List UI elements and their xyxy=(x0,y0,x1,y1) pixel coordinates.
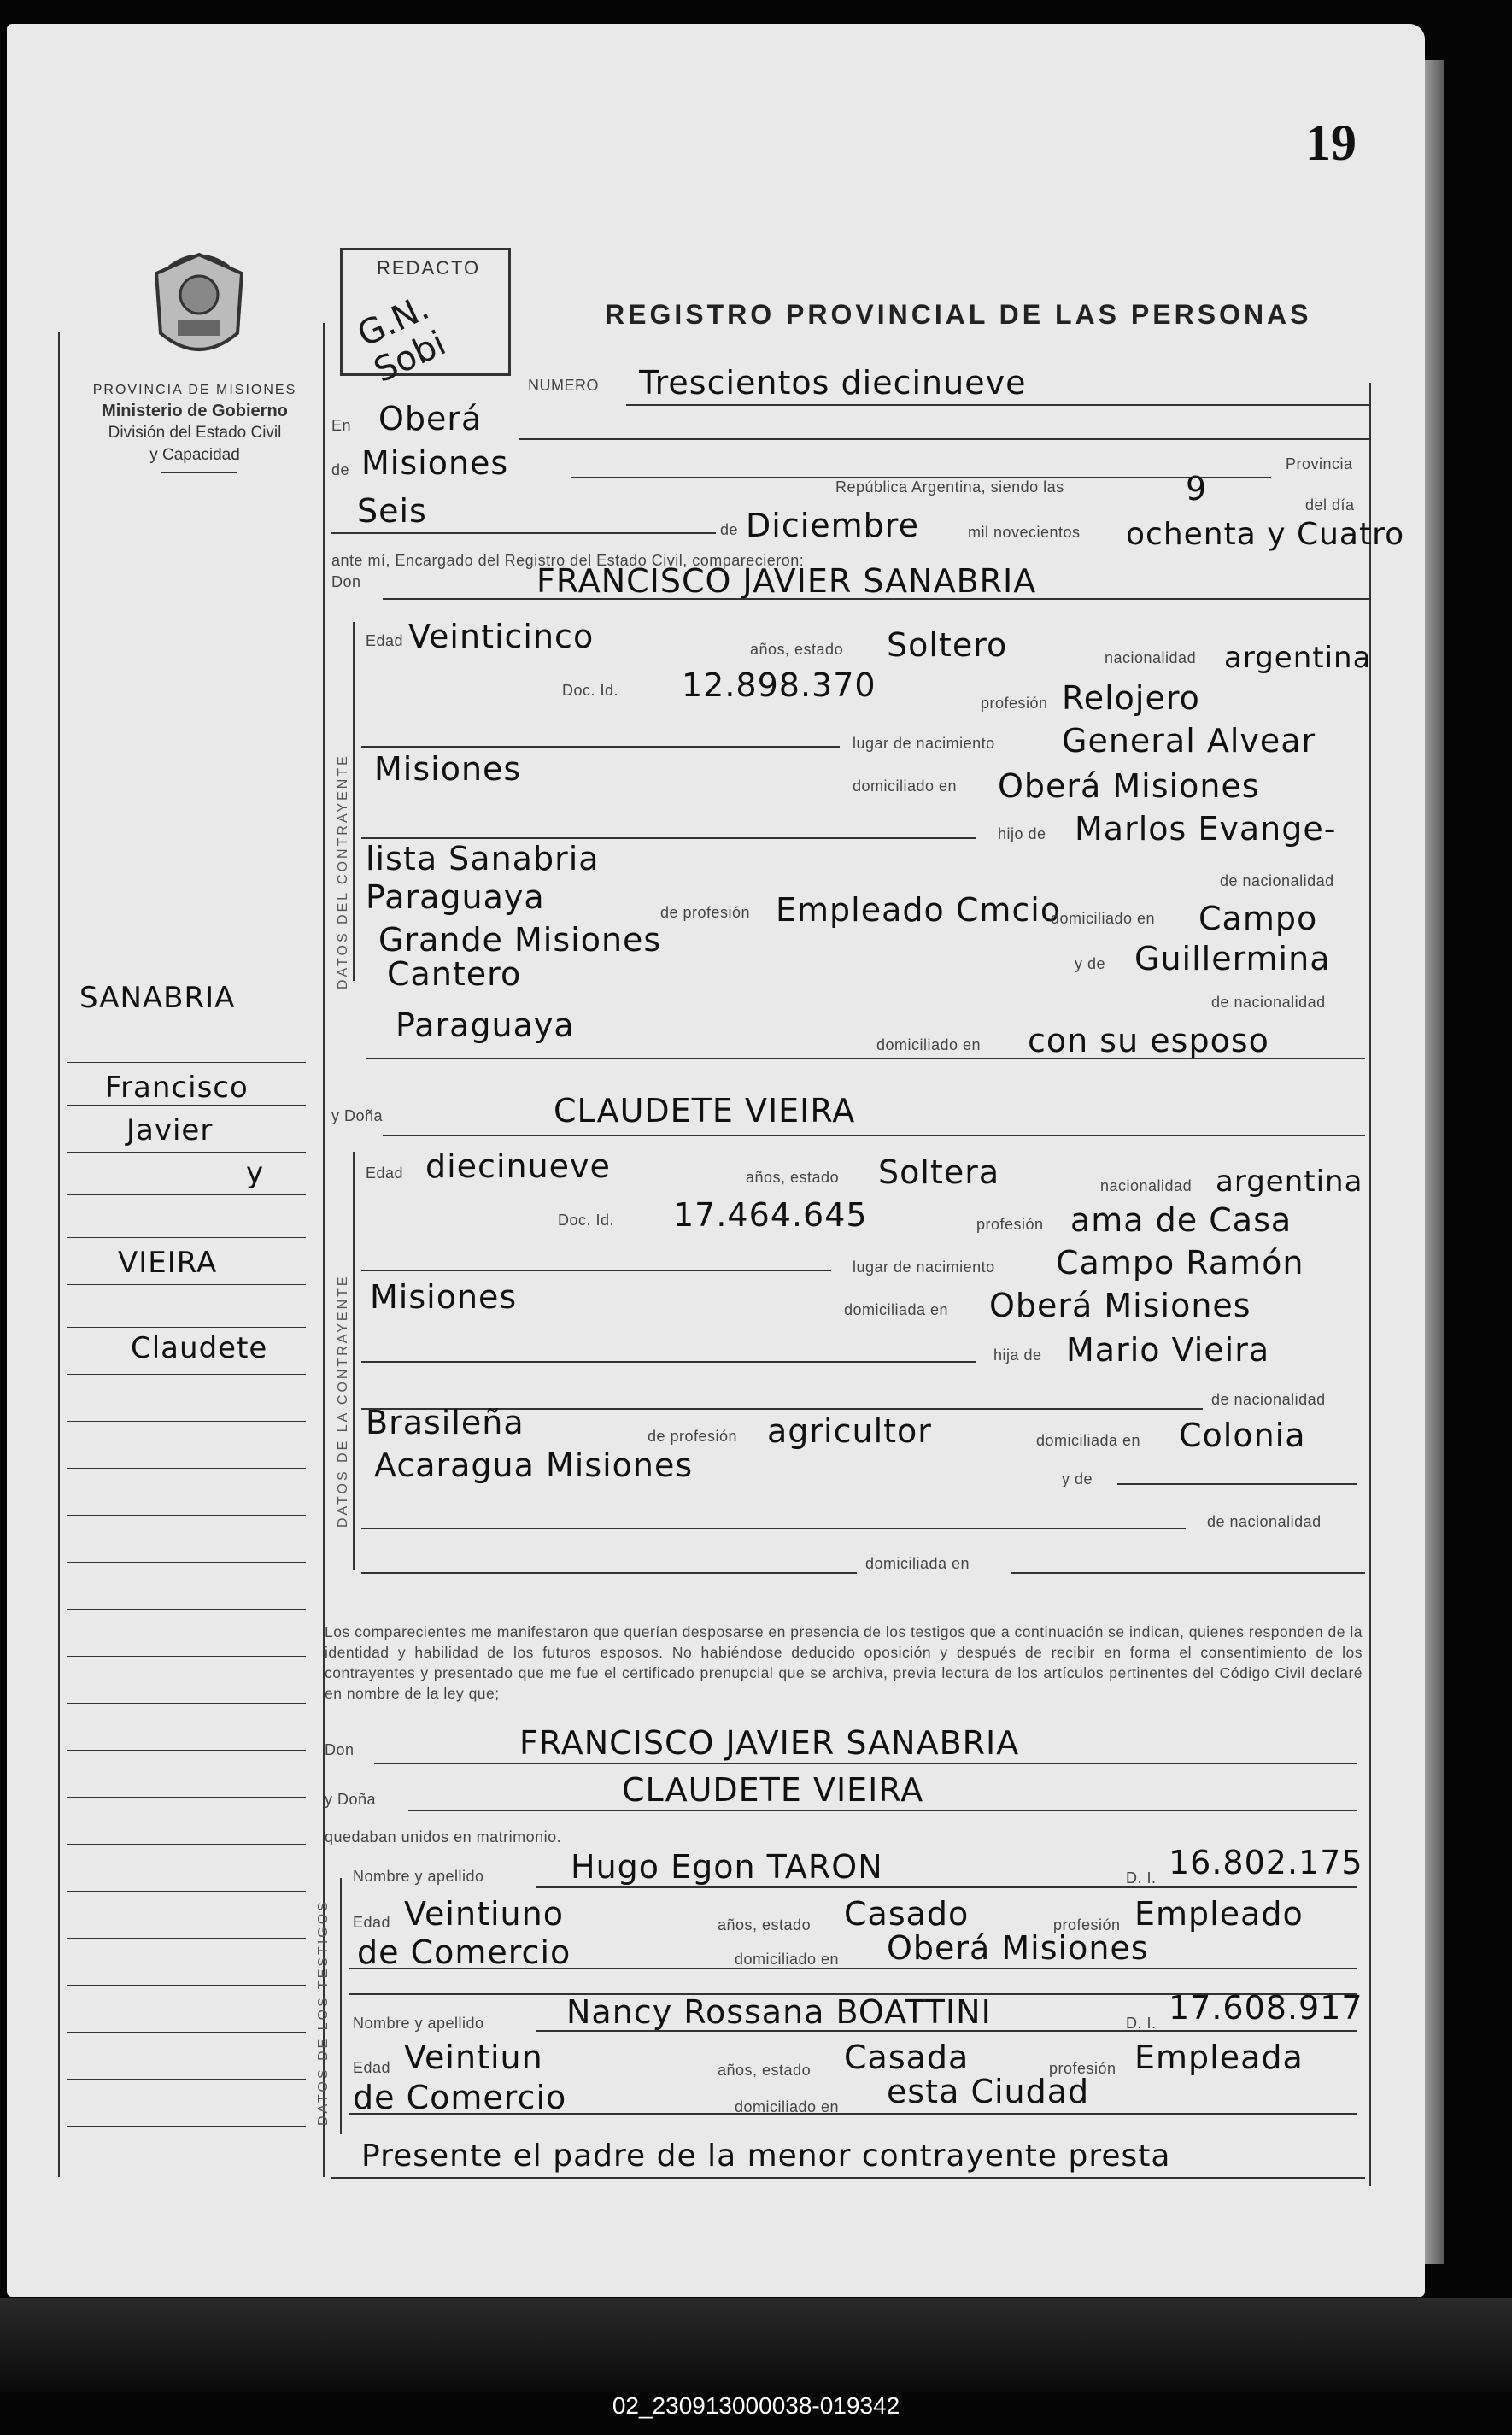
w1-doc: 16.802.175 xyxy=(1169,1844,1363,1881)
rule xyxy=(366,1058,1365,1059)
rule xyxy=(536,1886,1357,1888)
rule xyxy=(361,1528,1186,1529)
bride-lugar-nac-label: lugar de nacimiento xyxy=(853,1259,995,1276)
scan-identifier: 02_230913000038-019342 xyxy=(612,2392,900,2419)
groom-mother-dom-label: domiciliado en xyxy=(876,1036,982,1053)
groom-lugar-nac-2: Misiones xyxy=(374,750,522,788)
w2-edad: Veintiun xyxy=(404,2039,543,2076)
margin-rule xyxy=(67,1327,306,1328)
hour: 9 xyxy=(1186,470,1208,508)
margin-rule xyxy=(67,1891,306,1892)
groom-mother: Guillermina xyxy=(1134,940,1331,977)
margin-rule xyxy=(67,1515,306,1516)
bride-doc-label: Doc. Id. xyxy=(558,1212,615,1229)
groom-father-prof-label: de profesión xyxy=(660,904,751,921)
w2-name: Nancy Rossana BOATTINI xyxy=(566,1993,992,2031)
w1-profesion: Empleado xyxy=(1134,1895,1304,1933)
w1-edad: Veintiuno xyxy=(404,1895,564,1933)
rule xyxy=(383,1135,1365,1136)
w2-profesion-label: profesión xyxy=(1049,2060,1116,2077)
margin-groom-given-2: Javier xyxy=(126,1113,214,1147)
city: Oberá xyxy=(378,400,483,437)
decl-groom: FRANCISCO JAVIER SANABRIA xyxy=(519,1724,1020,1762)
groom-lugar-nac-label: lugar de nacimiento xyxy=(853,735,995,752)
numero-label: NUMERO xyxy=(528,377,599,394)
dona-label: y Doña xyxy=(331,1107,384,1124)
rule xyxy=(626,404,1369,406)
bride-father-nac: Brasileña xyxy=(366,1404,525,1441)
margin-rule xyxy=(67,1105,306,1106)
rule xyxy=(349,2113,1357,2115)
registry-title: REGISTRO PROVINCIAL DE LAS PERSONAS xyxy=(605,299,1312,330)
bride-father-nac-label: de nacionalidad xyxy=(1211,1391,1326,1408)
groom-father-prof: Empleado Cmcio xyxy=(776,891,1062,929)
groom-father-dom-2: Grande Misiones xyxy=(378,921,662,959)
margin-groom-given-1: Francisco xyxy=(105,1071,249,1105)
margin-rule xyxy=(67,2032,306,2033)
margin-rule xyxy=(67,1562,306,1563)
rule xyxy=(1011,1572,1365,1574)
w1-profesion-2: de Comercio xyxy=(357,1933,571,1971)
groom-mother-2: Cantero xyxy=(387,955,522,993)
margin-rule xyxy=(67,1844,306,1845)
decl-don-label: Don xyxy=(325,1741,355,1758)
w1-domicilio: Oberá Misiones xyxy=(887,1929,1149,1967)
page-bottom-shadow xyxy=(0,2298,1512,2392)
bride-y-de-label: y de xyxy=(1062,1470,1093,1487)
year: ochenta y Cuatro xyxy=(1126,517,1405,552)
bride-mother-dom-label: domiciliada en xyxy=(865,1555,970,1572)
rule xyxy=(536,2030,1357,2032)
month: Diciembre xyxy=(746,507,919,544)
rule xyxy=(519,438,1369,440)
provincial-seal-icon xyxy=(144,248,255,367)
groom-father: Marlos Evange- xyxy=(1075,810,1337,848)
groom-estado: Soltero xyxy=(887,626,1008,664)
rule xyxy=(331,2177,1365,2179)
bride-domicilio: Oberá Misiones xyxy=(989,1287,1251,1324)
rule xyxy=(361,1361,976,1363)
groom-doc-label: Doc. Id. xyxy=(562,682,619,699)
groom-nacionalidad-label: nacionalidad xyxy=(1105,649,1197,666)
division-heading: División del Estado Civil xyxy=(108,424,282,442)
rule xyxy=(331,532,716,534)
w1-domiciliado-label: domiciliado en xyxy=(735,1951,840,1968)
rule xyxy=(361,1572,857,1574)
record-page xyxy=(7,24,1425,2297)
act-number: Trescientos diecinueve xyxy=(639,364,1027,402)
province: Misiones xyxy=(361,444,509,482)
groom-profesion-label: profesión xyxy=(981,695,1048,712)
groom-section-label: DATOS DEL CONTRAYENTE xyxy=(336,754,350,989)
margin-rule xyxy=(67,1938,306,1939)
margin-rule xyxy=(67,1609,306,1610)
capacity-heading: y Capacidad xyxy=(149,446,240,464)
w2-nombre-label: Nombre y apellido xyxy=(353,2015,484,2032)
province-heading: PROVINCIA DE MISIONES xyxy=(92,383,297,397)
page-number: 19 xyxy=(1305,114,1357,171)
w1-nombre-label: Nombre y apellido xyxy=(353,1868,484,1885)
decl-closing: quedaban unidos en matrimonio. xyxy=(325,1828,562,1845)
margin-conjunction: y xyxy=(246,1156,265,1190)
bride-profesion-label: profesión xyxy=(976,1216,1044,1233)
groom-domicilio: Oberá Misiones xyxy=(998,767,1260,805)
bride-profesion: ama de Casa xyxy=(1070,1201,1292,1239)
rule xyxy=(361,746,840,748)
bride-section-label: DATOS DE LA CONTRAYENTE xyxy=(336,1274,350,1528)
rule xyxy=(361,837,976,839)
margin-rule xyxy=(67,1421,306,1422)
groom-section-rule xyxy=(353,622,355,981)
rule xyxy=(374,1763,1357,1764)
groom-nacionalidad: argentina xyxy=(1224,641,1372,675)
w1-profesion-label: profesión xyxy=(1053,1916,1121,1933)
del-dia-label: del día xyxy=(1305,496,1355,513)
rule xyxy=(349,1968,1357,1969)
margin-rule xyxy=(67,1194,306,1195)
w2-domicilio: esta Ciudad xyxy=(887,2073,1090,2110)
decl-bride: CLAUDETE VIEIRA xyxy=(622,1771,924,1809)
groom-domiciliado-label: domiciliado en xyxy=(853,777,958,795)
bride-father-dom: Colonia xyxy=(1179,1417,1306,1454)
w1-edad-label: Edad xyxy=(353,1914,391,1931)
witness-section-rule xyxy=(340,1878,342,2134)
margin-rule xyxy=(67,1062,306,1063)
w2-doc: 17.608.917 xyxy=(1169,1989,1363,2027)
margin-rule xyxy=(67,1750,306,1751)
margin-rule xyxy=(67,2126,306,2127)
margin-bride-given: Claudete xyxy=(131,1331,268,1365)
groom-y-de-label: y de xyxy=(1075,955,1106,972)
bride-estado-label: años, estado xyxy=(746,1169,840,1186)
ministry-heading: Ministerio de Gobierno xyxy=(102,402,288,420)
bride-father-dom-label: domiciliada en xyxy=(1036,1432,1141,1449)
bride-father-prof: agricultor xyxy=(767,1412,932,1450)
rule xyxy=(383,598,1369,600)
w1-estado-label: años, estado xyxy=(718,1916,812,1933)
w2-doc-label: D. I. xyxy=(1126,2015,1157,2032)
w1-estado: Casado xyxy=(844,1895,970,1933)
left-margin-rule xyxy=(58,332,60,2177)
bride-lugar-nac-2: Misiones xyxy=(370,1278,518,1316)
rule xyxy=(361,1270,831,1271)
groom-mother-nac-label: de nacionalidad xyxy=(1211,994,1326,1011)
margin-rule xyxy=(67,1152,306,1153)
day: Seis xyxy=(357,492,427,530)
margin-rule xyxy=(67,2079,306,2080)
w2-domiciliado-label: domiciliado en xyxy=(735,2098,840,2115)
groom-lugar-nac: General Alvear xyxy=(1062,722,1316,760)
margin-rule xyxy=(67,1237,306,1238)
w2-profesion: Empleada xyxy=(1134,2039,1304,2076)
bride-mother-nac-label: de nacionalidad xyxy=(1207,1513,1322,1530)
en-label: En xyxy=(331,417,352,434)
bride-nacionalidad-label: nacionalidad xyxy=(1100,1177,1193,1194)
margin-rule xyxy=(67,1703,306,1704)
de-label: de xyxy=(331,461,350,478)
bride-doc: 17.464.645 xyxy=(673,1196,868,1234)
bride-edad: diecinueve xyxy=(425,1147,611,1185)
w2-profesion-2: de Comercio xyxy=(353,2079,567,2116)
bride-edad-label: Edad xyxy=(366,1165,404,1182)
groom-father-nac: Paraguaya xyxy=(366,878,545,916)
groom-mother-nac: Paraguaya xyxy=(396,1006,575,1044)
w2-estado-label: años, estado xyxy=(718,2062,812,2079)
footnote-annotation: Presente el padre de la menor contrayente presta xyxy=(361,2139,1171,2174)
margin-rule xyxy=(67,1468,306,1469)
redacto-initials: G.N. Sobi xyxy=(351,288,452,391)
margin-groom-surname: SANABRIA xyxy=(79,981,236,1015)
bride-name: CLAUDETE VIEIRA xyxy=(554,1092,856,1129)
groom-father-nac-label: de nacionalidad xyxy=(1220,872,1334,889)
groom-father-2: lista Sanabria xyxy=(366,840,600,877)
groom-hijo-label: hijo de xyxy=(998,825,1046,842)
don-label: Don xyxy=(331,573,361,590)
groom-edad: Veinticinco xyxy=(408,618,595,655)
mil-label: mil novecientos xyxy=(968,524,1081,541)
decl-dona-label: y Doña xyxy=(325,1791,377,1808)
bride-father-dom-2: Acaragua Misiones xyxy=(374,1446,694,1484)
bride-domiciliada-label: domiciliada en xyxy=(844,1301,949,1318)
bride-section-rule xyxy=(353,1152,355,1570)
rule xyxy=(408,1810,1357,1811)
groom-father-dom-label: domiciliado en xyxy=(1051,910,1156,927)
groom-father-dom: Campo xyxy=(1198,900,1318,937)
ante-label: ante mí, Encargado del Registro del Estado Civil, comparecieron: xyxy=(331,552,805,569)
margin-rule xyxy=(67,1985,306,1986)
margin-rule xyxy=(67,1284,306,1285)
w2-edad-label: Edad xyxy=(353,2059,391,2076)
bride-father: Mario Vieira xyxy=(1066,1331,1270,1369)
margin-rule xyxy=(67,1797,306,1798)
margin-bride-surname: VIEIRA xyxy=(118,1246,218,1280)
rule xyxy=(1117,1483,1357,1485)
groom-edad-label: Edad xyxy=(366,632,404,649)
groom-doc: 12.898.370 xyxy=(682,666,876,704)
w1-name: Hugo Egon TARON xyxy=(571,1848,883,1886)
groom-profesion: Relojero xyxy=(1062,679,1200,717)
redacto-label: REDACTO xyxy=(377,257,481,279)
groom-mother-dom: con su esposo xyxy=(1028,1022,1269,1059)
provincia-label: Provincia xyxy=(1286,455,1353,472)
witness-section-label: DATOS DE LOS TESTIGOS xyxy=(316,1899,331,2126)
heading-rule xyxy=(161,472,237,473)
de-month-label: de xyxy=(720,521,739,538)
redacto-stamp xyxy=(340,248,511,391)
declaration-text: Los comparecientes me manifestaron que querían desposarse en presencia de los testigos que a continuación se indican, quienes responden de la identidad y habilidad de los futuros esposos. No habiéndose deducido oposición y después de recibir en forma el consentimiento de los contrayentes y presentado que me fue el certificado prenupcial que se archiva, previa lectura de los artículos pertinentes del Código Civil declaré en nombre de la ley que; xyxy=(325,1623,1363,1702)
groom-estado-label: años, estado xyxy=(750,641,844,658)
margin-rule xyxy=(67,1374,306,1375)
bride-hija-label: hija de xyxy=(993,1347,1042,1364)
w2-estado: Casada xyxy=(844,2039,970,2076)
bride-lugar-nac: Campo Ramón xyxy=(1056,1244,1304,1282)
groom-name: FRANCISCO JAVIER SANABRIA xyxy=(536,562,1037,600)
w1-doc-label: D. I. xyxy=(1126,1869,1157,1886)
bride-nacionalidad: argentina xyxy=(1216,1165,1363,1199)
bride-father-prof-label: de profesión xyxy=(648,1428,738,1445)
margin-rule xyxy=(67,1656,306,1657)
republica-label: República Argentina, siendo las xyxy=(835,478,1064,496)
bride-estado: Soltera xyxy=(878,1153,1000,1191)
